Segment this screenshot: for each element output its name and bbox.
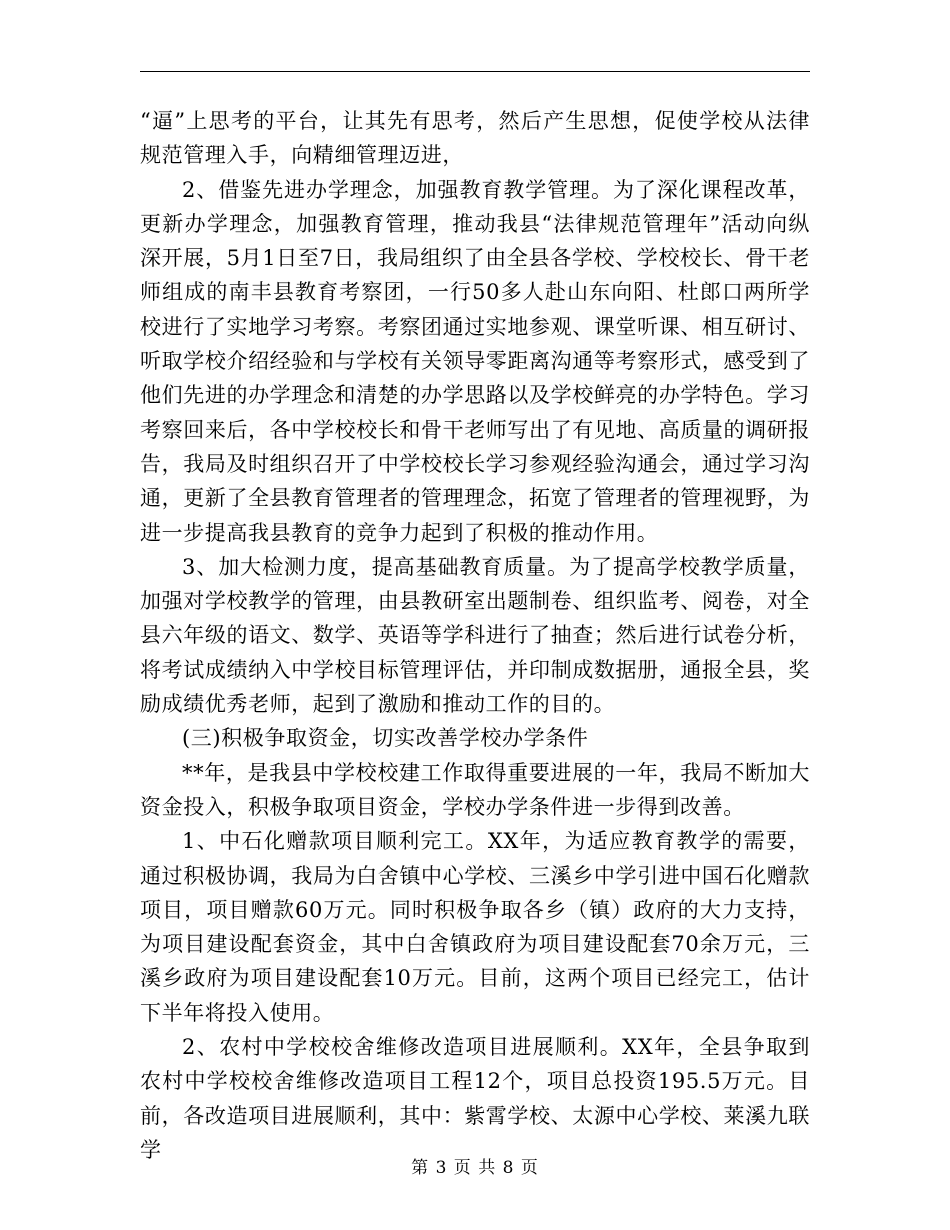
paragraph-item-2-management: 2、借鉴先进办学理念，加强教育教学管理。为了深化课程改革，更新办学理念，加强教育管理，推动我县“法律规范管理年”活动向纵深开展，5月1日至7日，我局组织了由全县各学校、学校校长、骨干老师组成的南丰县教育考察团，一行50多人赴山东向阳、杜郎口两所学校进行了实地学习考察。考察团通过实地参观、课堂听课、相互研讨、听取学校介绍经验和与学校有关领导零距离沟通等考察形式，感受到了他们先进的办学理念和清楚的办学思路以及学校鲜亮的办学特色。学习考察回来后，各中学校校长和骨干老师写出了有见地、高质量的调研报告，我局及时组织召开了中学校校长学习参观经验沟通会，通过学习沟通，更新了全县教育管理者的管理理念，拓宽了管理者的管理视野，为进一步提高我县教育的竞争力起到了积极的推动作用。 bbox=[140, 177, 810, 545]
paragraph-item-1-sinopec: 1、中石化赠款项目顺利完工。XX年，为适应教育教学的需要，通过积极协调，我局为白舍镇中心学校、三溪乡中学引进中国石化赠款项目，项目赠款60万元。同时积极争取各乡（镇）政府的大力支持，为项目建设配套资金，其中白舍镇政府为项目建设配套70余万元，三溪乡政府为项目建设配套10万元。目前，这两个项目已经完工，估计下半年将投入使用。 bbox=[140, 829, 810, 1025]
page-number-footer: 第 3 页 共 8 页 bbox=[411, 1158, 539, 1178]
paragraph-section-3-intro: **年，是我县中学校校建工作取得重要进展的一年，我局不断加大资金投入，积极争取项目资金，学校办学条件进一步得到改善。 bbox=[140, 760, 810, 819]
paragraph-continuation: “逼”上思考的平台，让其先有思考，然后产生思想，促使学校从法律规范管理入手，向精细管理迈进， bbox=[140, 109, 810, 168]
section-heading-funding: (三)积极争取资金，切实改善学校办学条件 bbox=[182, 726, 589, 751]
header-rule bbox=[140, 71, 810, 72]
paragraph-item-3-quality: 3、加大检测力度，提高基础教育质量。为了提高学校教学质量，加强对学校教学的管理，由县教研室出题制卷、组织监考、阅卷，对全县六年级的语文、数学、英语等学科进行了抽查；然后进行试卷分析，将考试成绩纳入中学校目标管理评估，并印制成数据册，通报全县，奖励成绩优秀老师，起到了激励和推动工作的目的。 bbox=[140, 554, 810, 717]
paragraph-item-2-renovation: 2、农村中学校校舍维修改造项目进展顺利。XX年，全县争取到农村中学校校舍维修改造项目工程12个，项目总投资195.5万元。目前，各改造项目进展顺利，其中：紫霄学校、太源中心学校、莱溪九联学 bbox=[140, 1035, 810, 1162]
document-body bbox=[140, 104, 810, 1167]
